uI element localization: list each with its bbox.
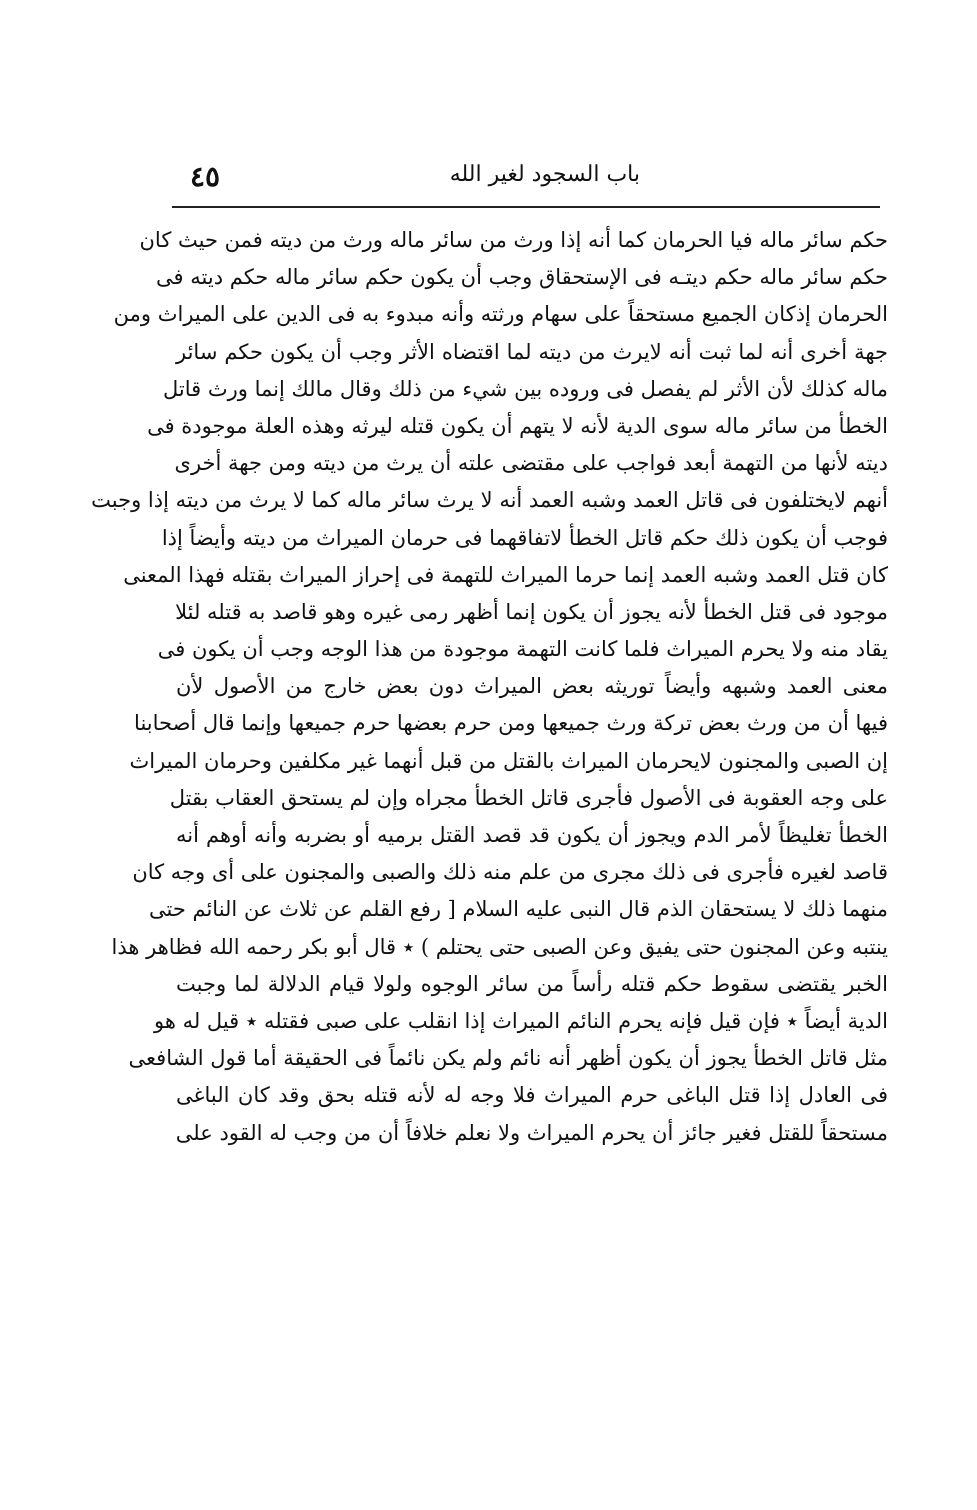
text-line: قاصد لغيره فأجرى فى ذلك مجرى من علم منه ذلك والصبى والمجنون على أى وجه كان [132, 860, 888, 885]
page-number: ٤٥ [190, 160, 221, 193]
text-line: الدية أيضاً ٭ فإن قيل فإنه يحرم النائم الميراث إذا انقلب على صبى فقتله ٭ قيل له هو [154, 1008, 888, 1033]
text-line: إن الصبى والمجنون لايحرمان الميراث بالقتل من قبل أنهما غير مكلفين وحرمان الميراث [129, 748, 888, 773]
page-header [170, 158, 880, 198]
text-line: مثل قاتل الخطأ يجوز أن يكون أظهر أنه نائم ولم يكن نائماً فى الحقيقة أما قول الشافعى [128, 1046, 888, 1071]
text-line: ماله كذلك لأن الأثر لم يفصل فى وروده بين شيء من ذلك وقال مالك إنما ورث قاتل [162, 376, 888, 401]
text-line: فى العادل إذا قتل الباغى حرم الميراث فلا وجه له لأنه قتله بحق وقد كان الباغى [176, 1083, 888, 1108]
text-line: ديته لأنها من التهمة أبعد فواجب على مقتضى علته أن يرث من ديته ومن جهة أخرى [174, 451, 888, 476]
text-line: منهما ذلك لا يستحقان الذم قال النبى عليه السلام [ رفع القلم عن ثلاث عن النائم حتى [148, 897, 888, 922]
running-title: باب السجود لغير الله [449, 162, 640, 187]
text-line: ينتبه وعن المجنون حتى يفيق وعن الصبى حتى يحتلم ) ٭ قال أبو بكر رحمه الله فظاهر هذا [111, 934, 888, 959]
text-line: أنهم لايختلفون فى قاتل العمد وشبه العمد أنه لا يرث سائر ماله كما لا يرث من ديته إذا وجبت [91, 488, 888, 513]
text-line: فيها أن من ورث بعض تركة ورث جميعها ومن حرم بعضها حرم جميعها وإنما قال أصحابنا [134, 711, 888, 736]
text-line: فوجب أن يكون ذلك حكم قاتل الخطأ لاتفاقهما فى حرمان الميراث من ديته وأيضاً إذا [161, 525, 888, 550]
text-line: حكم سائر ماله حكم ديتـه فى الإستحقاق وجب أن يكون حكم سائر ماله حكم ديته فى [156, 265, 888, 290]
text-line: جهة أخرى أنه لما ثبت أنه لايرث من ديته لما اقتضاه الأثر وجب أن يكون حكم سائر [176, 339, 888, 364]
text-line: الحرمان إذكان الجميع مستحقاً على سهام ورثته وأنه مبدوء به فى الدين على الميراث ومن [113, 302, 888, 327]
text-line: يقاد منه ولا يحرم الميراث فلما كانت التهمة موجودة من هذا الوجه وجب أن يكون فى [157, 637, 888, 662]
text-line: على وجه العقوبة فى الأصول فأجرى قاتل الخطأ مجراه وإن لم يستحق العقاب بقتل [169, 785, 888, 810]
text-line: حكم سائر ماله فيا الحرمان كما أنه إذا ورث من سائر ماله ورث من ديته فمن حيث كان [139, 228, 888, 252]
text-line: الخطأ من سائر ماله سوى الدية لأنه لا يتهم أن يكون قتله ليرثه وهذه العلة موجودة فى [147, 413, 888, 438]
text-line: مستحقاً للقتل فغير جائز أن يحرم الميراث ولا نعلم خلافاً أن من وجب له القود على [175, 1120, 888, 1145]
text-line: معنى العمد وشبهه وأيضاً توريثه بعض الميراث دون بعض خارج من الأصول لأن [176, 674, 888, 699]
header-rule [172, 206, 880, 208]
text-line: الخبر يقتضى سقوط حكم قتله رأساً من سائر الوجوه ولولا قيام الدلالة لما وجبت [176, 971, 888, 996]
text-line: كان قتل العمد وشبه العمد إنما حرما الميراث للتهمة فى إحراز الميراث بقتله فهذا المعنى [123, 562, 888, 587]
text-line: الخطأ تغليظاً لأمر الدم ويجوز أن يكون قد قصد القتل برميه أو بضربه وأنه أوهم أنه [176, 823, 888, 847]
text-line: موجود فى قتل الخطأ لأنه يجوز أن يكون إنما أظهر رمى غيره وهو قاصد به قتله لئلا [175, 599, 888, 624]
body-text [91, 222, 888, 1152]
